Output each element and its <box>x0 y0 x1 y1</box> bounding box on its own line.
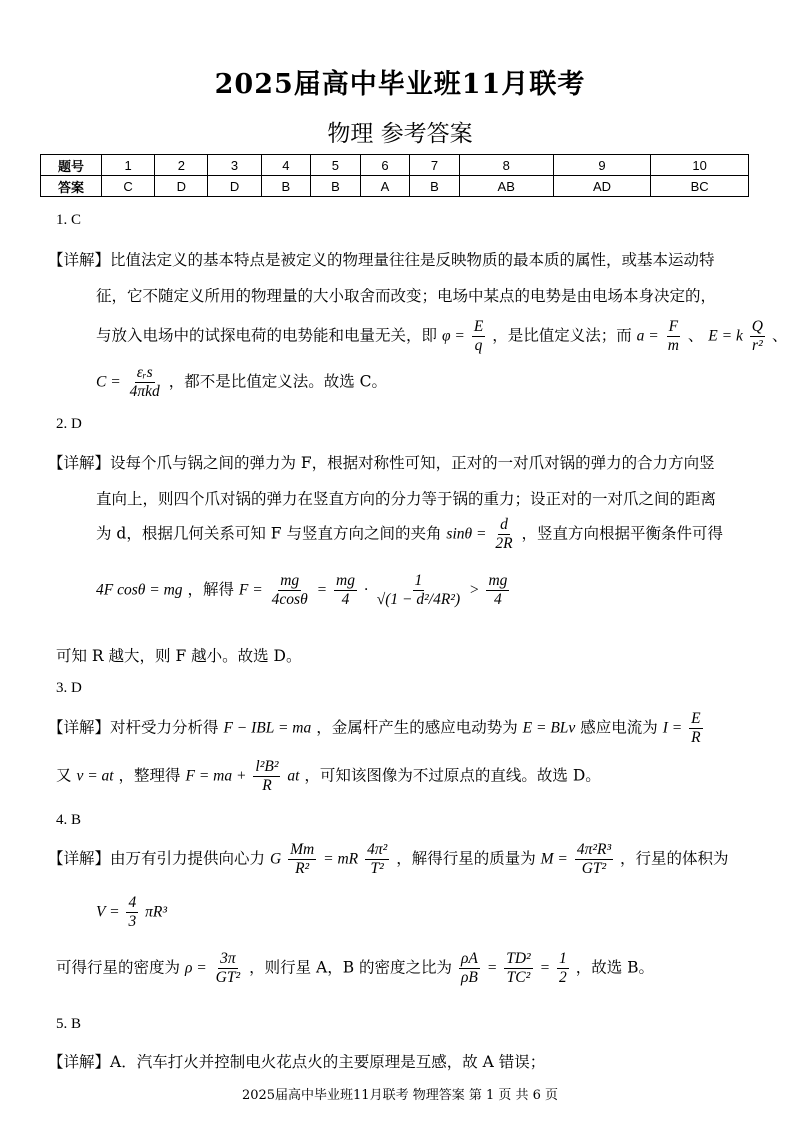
table-cell-answer: B <box>311 176 361 197</box>
question-5-heading: 5. B <box>56 1016 82 1032</box>
force-formula-lhs: F = <box>238 581 263 599</box>
q2-line-1: 【详解】设每个爪与锅之间的弹力为 F，根据对称性可知，正对的一对爪对锅的弹力的合力方向竖 <box>48 454 715 472</box>
denominator: ρB <box>460 969 478 986</box>
numerator: 4π²R³ <box>576 841 612 858</box>
denominator: GT² <box>581 860 607 877</box>
volume-formula-tail: πR³ <box>145 903 168 921</box>
denominator: 2 <box>559 969 567 986</box>
denominator: 4 <box>494 591 502 608</box>
denominator: 4 <box>341 591 350 608</box>
denominator: √(1 − d²/4R²) <box>376 591 461 608</box>
denominator: q <box>474 337 483 354</box>
table-cell-number: 6 <box>360 155 410 176</box>
field-formula-lhs: E = k <box>708 327 743 345</box>
q3-text: ，可知该图像为不过原点的直线。故选 D。 <box>304 766 601 785</box>
table-cell-answer: A <box>360 176 410 197</box>
denominator: GT² <box>215 969 241 986</box>
table-cell-number: 2 <box>155 155 208 176</box>
numerator: d <box>500 516 508 533</box>
capacitance-formula-lhs: C = <box>96 373 121 391</box>
denominator: R <box>691 729 701 746</box>
table-cell-answer: BC <box>651 176 749 197</box>
force-formula-lhs: F = ma + <box>185 767 247 785</box>
mass-formula-lhs: M = <box>540 850 568 868</box>
numerator: E <box>473 318 484 335</box>
density-formula-lhs: ρ = <box>184 959 207 977</box>
answer-table <box>40 154 749 197</box>
balance-equation: 4F cosθ = mg <box>96 581 183 599</box>
q1-line-1: 【详解】比值法定义的基本特点是被定义的物理量往往是反映物质的最本质的属性，或基本运动特 <box>48 251 715 269</box>
numerator: TD² <box>506 950 531 967</box>
q3-text: 感应电流为 <box>580 718 658 737</box>
q2-text: 为 d，根据几何关系可知 F 与竖直方向之间的夹角 <box>96 524 442 543</box>
q4-text: ，解得行星的质量为 <box>396 849 536 868</box>
numerator: mg <box>280 572 300 589</box>
density-fraction <box>214 950 242 987</box>
current-fraction <box>689 710 702 747</box>
table-cell-answer: D <box>208 176 261 197</box>
q2-line-3 <box>96 516 723 553</box>
denominator: TC² <box>506 969 531 986</box>
q1-line-3 <box>96 318 787 355</box>
force-fraction-3 <box>375 572 462 609</box>
question-number-row <box>41 155 749 176</box>
capacitance-fraction <box>128 364 162 401</box>
field-fraction <box>750 318 765 355</box>
table-header-number: 题号 <box>41 155 102 176</box>
q4-line-1 <box>48 841 729 878</box>
separator: 、 <box>771 326 788 345</box>
table-cell-answer: D <box>155 176 208 197</box>
table-cell-answer: AD <box>553 176 651 197</box>
q4-text: ，行星的体积为 <box>620 849 729 868</box>
q1-text: 与放入电场中的试探电荷的电势能和电量无关，即 <box>96 326 438 345</box>
q4-text: 可得行星的密度为 <box>56 958 181 977</box>
force-fraction-1 <box>270 572 310 609</box>
table-header-answer: 答案 <box>41 176 102 197</box>
emf-equation: E = BLv <box>522 719 576 737</box>
table-cell-number: 9 <box>553 155 651 176</box>
q4-line-2 <box>96 894 167 931</box>
gravity-fraction <box>288 841 316 878</box>
question-4-heading: 4. B <box>56 812 82 828</box>
numerator: Q <box>751 318 763 335</box>
denominator: R² <box>295 860 310 877</box>
denominator: 2R <box>495 535 513 552</box>
numerator: Mm <box>290 841 315 858</box>
acceleration-fraction <box>666 318 681 355</box>
centripetal-fraction <box>365 841 389 878</box>
denominator: r² <box>752 337 763 354</box>
table-cell-number: 3 <box>208 155 261 176</box>
table-cell-number: 8 <box>459 155 553 176</box>
separator: 、 <box>687 326 704 345</box>
document-title: 2025届高中毕业班11月联考 <box>214 69 586 100</box>
table-cell-answer: AB <box>459 176 553 197</box>
current-formula-lhs: I = <box>662 719 683 737</box>
greater-than-sign: > <box>469 581 480 599</box>
volume-formula-lhs: V = <box>96 903 120 921</box>
question-1-heading: 1. C <box>56 212 82 228</box>
q4-text: ，则行星 A，B 的密度之比为 <box>249 958 453 977</box>
numerator: mg <box>488 572 508 589</box>
mass-fraction <box>575 841 613 878</box>
multiply-dot: · <box>363 581 368 599</box>
equals-sign: = <box>486 959 498 977</box>
question-3-heading: 3. D <box>56 680 82 696</box>
period-ratio-fraction <box>504 950 532 987</box>
table-cell-number: 10 <box>651 155 749 176</box>
potential-formula-lhs: φ = <box>441 327 465 345</box>
velocity-equation: v = at <box>76 767 114 785</box>
numerator: 3π <box>220 950 236 967</box>
q2-text: ，竖直方向根据平衡条件可得 <box>521 524 724 543</box>
numerator: εᵣs <box>136 364 153 381</box>
numerator: ρA <box>460 950 478 967</box>
table-cell-answer: B <box>410 176 460 197</box>
answer-row <box>41 176 749 197</box>
q3-text: 又 <box>56 766 72 785</box>
numerator: 1 <box>559 950 567 967</box>
table-cell-number: 1 <box>102 155 155 176</box>
q2-text: ，解得 <box>187 580 234 599</box>
q4-text: 【详解】由万有引力提供向心力 <box>48 849 266 868</box>
force-fraction <box>253 758 280 795</box>
numerator: F <box>668 318 679 335</box>
numerator: 4π² <box>367 841 388 858</box>
numerator: mg <box>336 572 355 589</box>
acceleration-formula-lhs: a = <box>636 327 659 345</box>
q1-text: ，都不是比值定义法。故选 C。 <box>168 372 388 391</box>
equals-sign: = <box>316 581 328 599</box>
q1-line-4 <box>96 364 387 401</box>
q1-text: ，是比值定义法；而 <box>492 326 632 345</box>
denominator: R <box>262 777 272 794</box>
q4-line-3 <box>56 950 654 987</box>
force-fraction-2 <box>334 572 357 609</box>
q3-text: ，金属杆产生的感应电动势为 <box>316 718 518 737</box>
q1-line-2: 征，它不随定义所用的物理量的大小取舍而改变；电场中某点的电势是由电场本身决定的， <box>96 287 717 305</box>
potential-fraction <box>472 318 485 355</box>
q3-text: 【详解】对杆受力分析得 <box>48 718 219 737</box>
numerator: l²B² <box>255 758 279 775</box>
q3-line-1 <box>48 710 705 747</box>
gravity-constant: G <box>269 850 282 868</box>
table-cell-answer: B <box>261 176 311 197</box>
volume-fraction <box>126 894 138 931</box>
q3-text: ，整理得 <box>118 766 181 785</box>
table-cell-answer: C <box>102 176 155 197</box>
denominator: 4cosθ <box>271 591 308 608</box>
force-formula-tail: at <box>287 767 300 785</box>
newton-equation: F − IBL = ma <box>223 719 312 737</box>
denominator: 4πkd <box>129 383 160 400</box>
numerator: 1 <box>414 572 423 589</box>
q3-line-2 <box>56 758 601 795</box>
denominator: 3 <box>128 913 137 930</box>
page-footer: 2025届高中毕业班11月联考 物理答案 第 1 页 共 6 页 <box>241 1088 559 1103</box>
numerator: E <box>691 710 701 727</box>
denominator: T² <box>370 860 384 877</box>
table-cell-number: 4 <box>261 155 311 176</box>
force-fraction-4 <box>486 572 509 609</box>
table-cell-number: 5 <box>311 155 361 176</box>
q2-line-5: 可知 R 越大，则 F 越小。故选 D。 <box>56 647 302 665</box>
half-fraction <box>557 950 569 987</box>
document-subtitle: 物理 参考答案 <box>327 121 473 147</box>
sine-fraction <box>493 516 514 553</box>
question-2-heading: 2. D <box>56 416 82 432</box>
density-ratio-fraction <box>459 950 480 987</box>
denominator: m <box>667 337 679 354</box>
equals-sign: = <box>539 959 551 977</box>
q2-line-4 <box>96 572 511 609</box>
q2-line-2: 直向上，则四个爪对锅的弹力在竖直方向的分力等于锅的重力；设正对的一对爪之间的距离 <box>96 490 717 508</box>
q5-line-1: 【详解】A．汽车打火并控制电火花点火的主要原理是互感，故 A 错误； <box>48 1053 546 1071</box>
table-cell-number: 7 <box>410 155 460 176</box>
numerator: 4 <box>128 894 137 911</box>
q4-text: ，故选 B。 <box>575 958 655 977</box>
centripetal-lhs: = mR <box>323 850 359 868</box>
sine-formula-lhs: sinθ = <box>446 525 487 543</box>
